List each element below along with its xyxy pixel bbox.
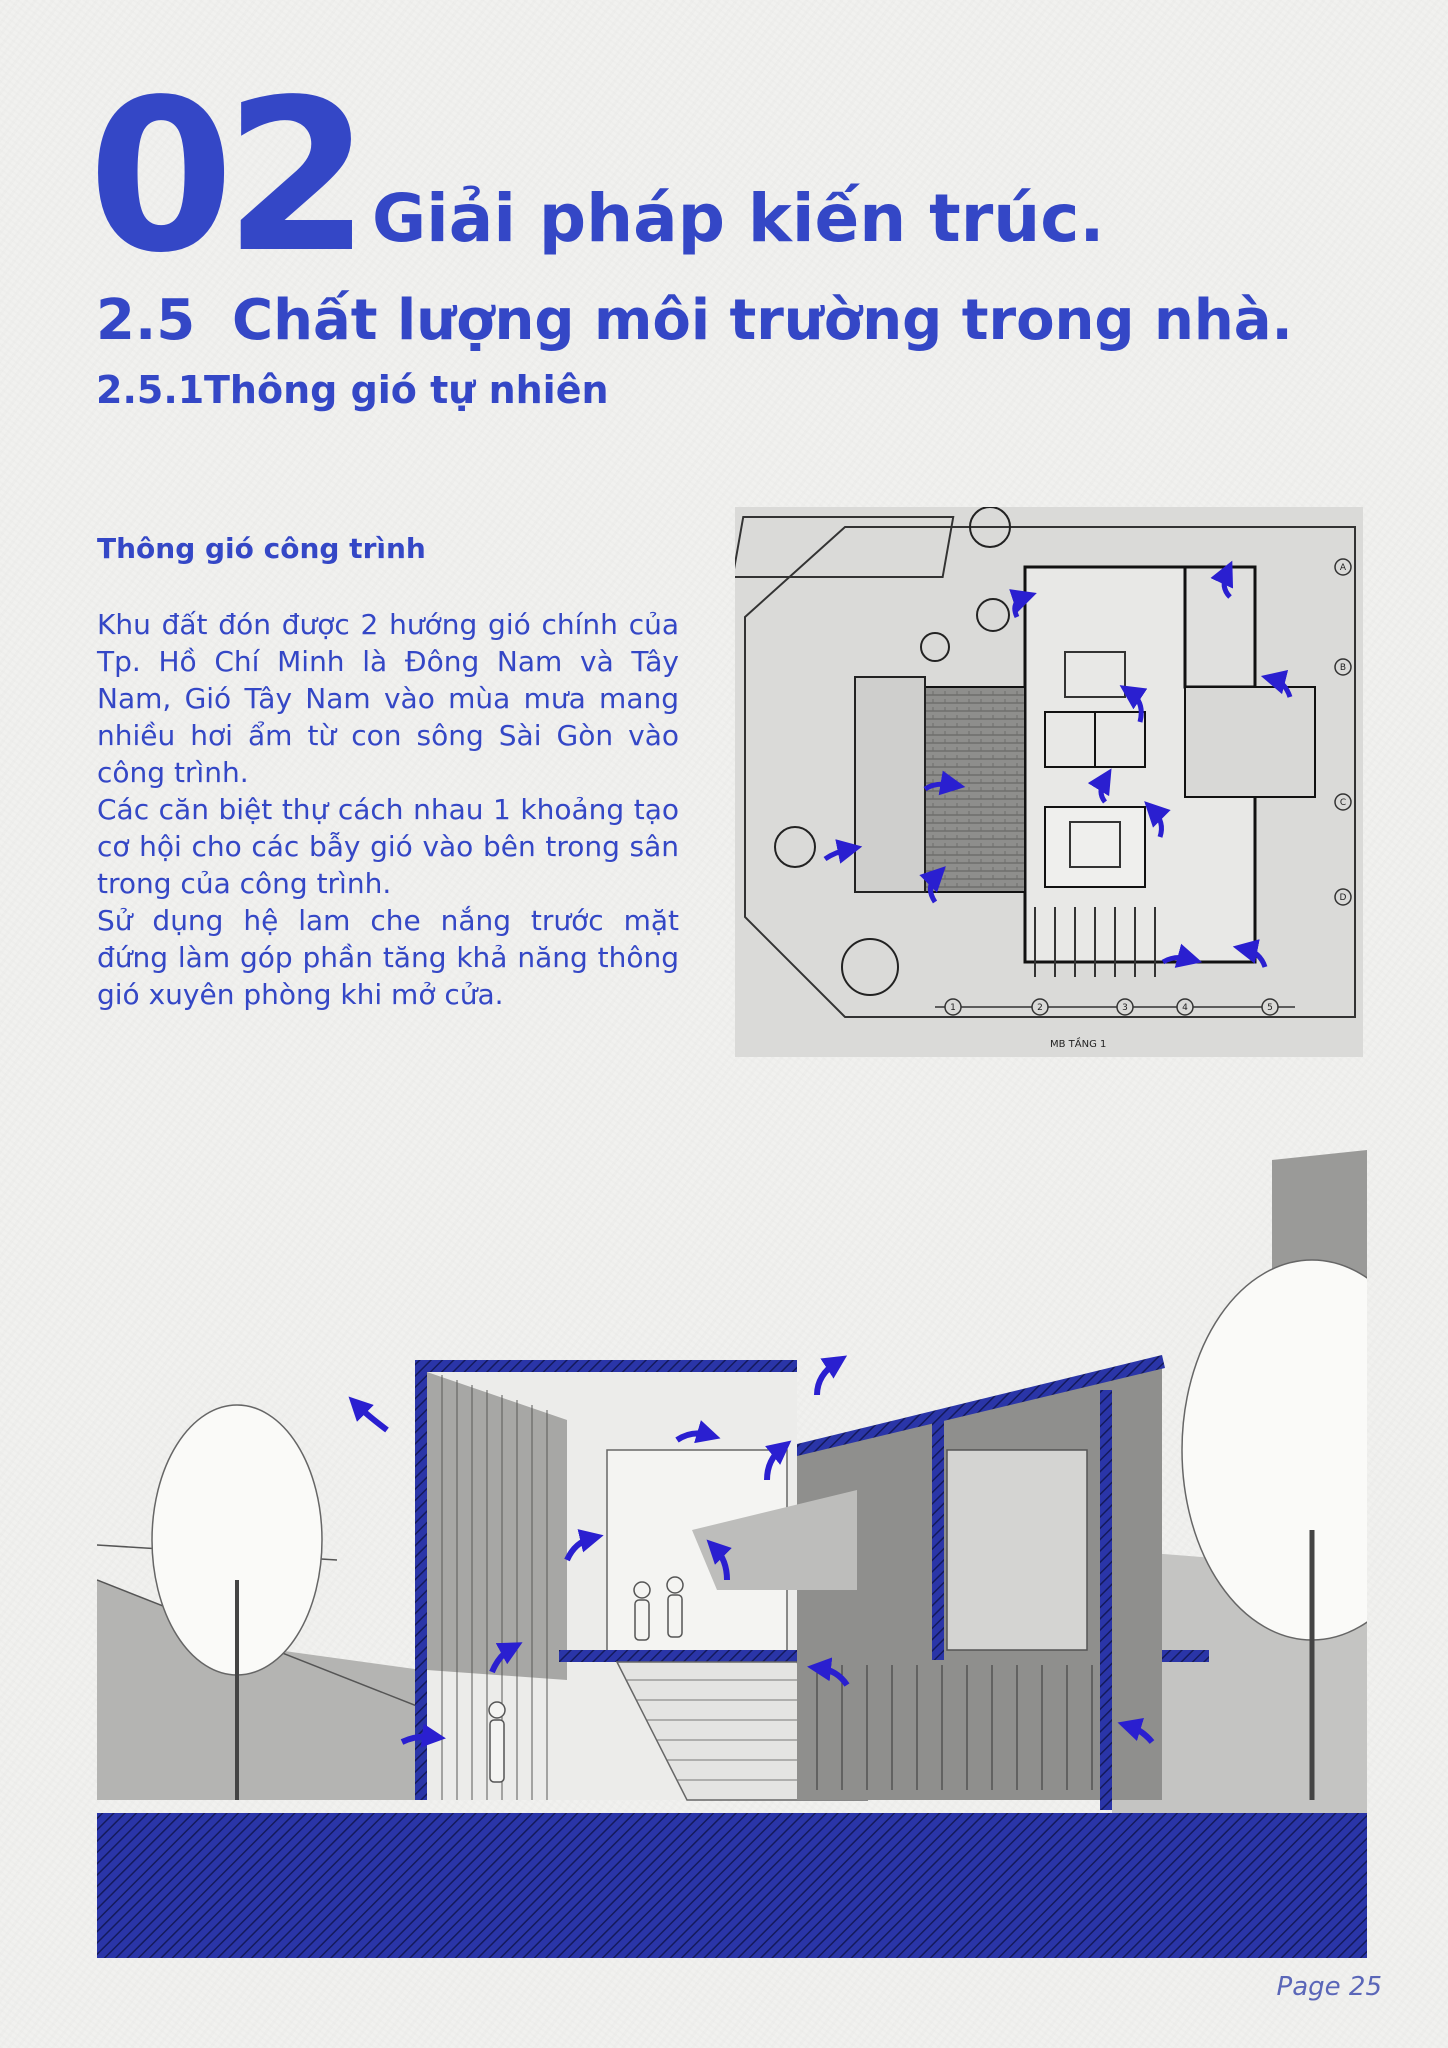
wall-right: [1100, 1390, 1112, 1800]
paragraph: Các căn biệt thự cách nhau 1 khoảng tạo cơ hội cho các bẫy gió vào bên trong sân trong của công trình.: [97, 793, 679, 900]
subsection-heading: [96, 368, 609, 412]
block-title: Thông gió công trình: [97, 532, 426, 565]
chapter-number: 02: [88, 54, 361, 299]
grid-label: 1: [950, 1003, 956, 1013]
section-heading: [96, 288, 1293, 353]
louver-screen: [427, 1372, 567, 1680]
grid-label: 2: [1037, 1003, 1043, 1013]
window-opening: [947, 1450, 1087, 1650]
foundation-step: [1100, 1760, 1112, 1810]
interior-wall: [932, 1415, 944, 1660]
paragraph: Sử dụng hệ lam che nắng trước mặt đứng làm góp phần tăng khả năng thông gió xuyên phòng khi mở cửa.: [97, 904, 679, 1011]
side-garden: [855, 677, 925, 892]
room-bedroom: [1185, 567, 1255, 687]
section-drawing: [97, 1150, 1367, 1958]
grid-label: B: [1339, 663, 1347, 673]
grid-label: D: [1339, 893, 1347, 903]
page-number: Page 25: [1276, 1972, 1382, 2002]
body-text: [97, 606, 679, 1013]
grid-label: 4: [1182, 1003, 1188, 1013]
grid-label: 3: [1122, 1003, 1128, 1013]
section-number: 2.5: [96, 288, 196, 353]
subsection-number: 2.5.1: [96, 368, 205, 412]
ground-section: [97, 1813, 1367, 1958]
section-title: Chất lượng môi trường trong nhà.: [232, 288, 1293, 353]
grid-label: A: [1339, 563, 1347, 573]
grid-label: 5: [1267, 1003, 1273, 1013]
courtyard-deck: [925, 687, 1025, 892]
living-room: [1045, 807, 1145, 887]
grid-label: C: [1339, 798, 1347, 808]
subsection-title: Thông gió tự nhiên: [204, 368, 609, 412]
paragraph: Khu đất đón được 2 hướng gió chính của Tp. Hồ Chí Minh là Đông Nam và Tây Nam, Gió Tây Nam vào mùa mưa mang nhiều hơi ẩm từ con sông Sài Gòn vào công trình.: [97, 608, 679, 789]
chapter-title: Giải pháp kiến trúc.: [372, 180, 1105, 257]
roof-slab-left: [417, 1360, 797, 1372]
floor-plan-drawing: [735, 507, 1363, 1057]
plan-caption: MB TẦNG 1: [1050, 1039, 1107, 1050]
room-garage: [1185, 687, 1315, 797]
section-perspective: [97, 1150, 1367, 1958]
floor-plan-image: [735, 507, 1363, 1057]
